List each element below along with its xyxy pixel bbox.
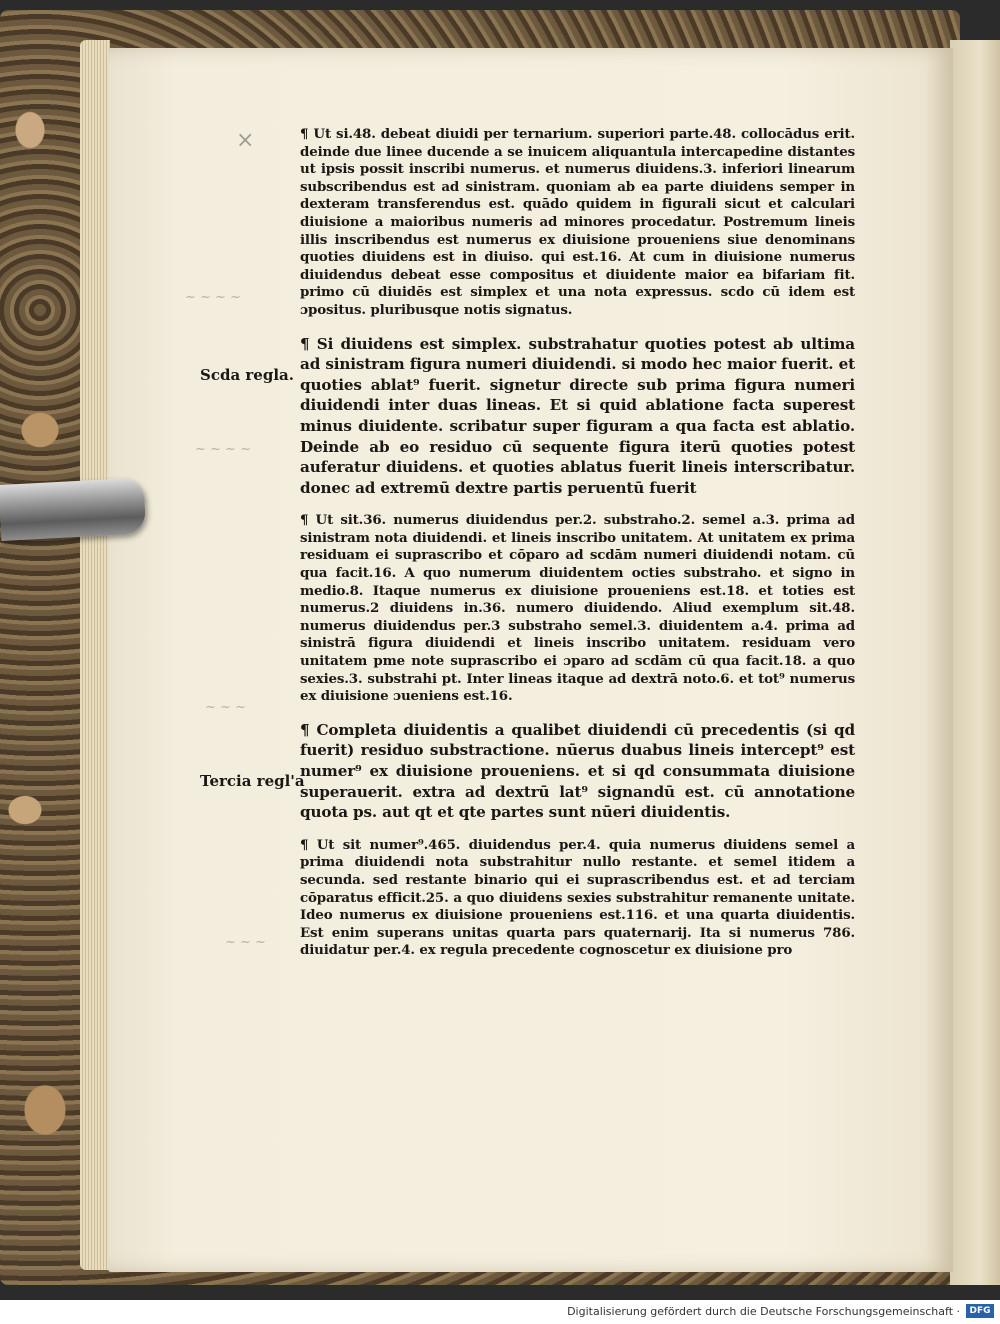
bleedthrough-text: ~ ~ ~ ~ xyxy=(195,442,251,457)
paragraph-example-36: ¶ Ut sit.36. numerus diuidendus per.2. substraho.2. semel a.3. prima ad sinistram nota diuidendi. et lineis inscribo unitatem. At unitatem ex prima residuam ei suprascribo et cōparo ad scdām numeri diuidendi notam. cū qua facit.16. A quo numerum diuidentem octies substraho. et signo in medio.8. Itaque numerus ex diuisione proueniens est.18. et toties est numerus.2 diuidens in.36. numero diuidendo. Aliud exemplum sit.48. numerus diuidendus per.3 substraho semel.3. diuidentem a.4. prima ad sinistrā figura diuidendi et lineis inscribo unitatem. residuam vero unitatem pme note suprascribo ei ɔparo ad scdām cū qua facit.18. a quo sexies.3. substrahi pt. Inter lineas itaque ad dextrā noto.6. et tot⁹ numerus ex diuisione ɔueniens est.16. xyxy=(300,512,855,705)
facing-page-edge xyxy=(950,40,1000,1285)
paragraph-example-48: ¶ Ut si.48. debeat diuidi per ternarium. superiori parte.48. collocādus erit. deinde due linee ducende a se inuicem aliquantula intercapedine distantes ut ipsis possit inscribi numerus. et numerus diuidens.3. inferiori linearum subscribendus est ad sinistram. quoniam ab ea parte diuidens semper in dexteram transferendus est. quādo quidem in figurali sicut et calculari diuisione a maioribus numeris ad minores procedatur. Postremum lineis illis inscribendus est numerus ex diuisione proueniens siue denominans quoties diuidens est in diuiso. qui est.16. At cum in diuisione numerus diuidendus debeat esse compositus et diuidente maior ea bifariam fit. primo cū diuidēs est simplex et una nota expressus. scdo cū idem est ɔpositus. pluribusque notis signatus. xyxy=(300,126,855,318)
bleedthrough-text: ~ ~ ~ xyxy=(225,935,266,950)
page-holder-strap xyxy=(0,477,146,541)
bleedthrough-text: ~ ~ ~ ~ xyxy=(185,290,241,305)
text-block xyxy=(300,126,855,974)
dfg-logo-icon: DFG xyxy=(966,1304,994,1318)
pencil-mark: × xyxy=(236,128,255,153)
paragraph-secunda-regula: ¶ Si diuidens est simplex. substrahatur quoties potest ab ultima ad sinistram figura numeri diuidendi. si modo hec maior fuerit. et quoties ablat⁹ fuerit. signetur directe sub prima figura numeri diuidendi inter duas lineas. Et si quid ablatione facta superest minus diuidente. scribatur super figuram a qua facta est ablatio. Deinde ab eo residuo cū sequente figura iterū quoties potest auferatur diuidens. et quoties ablatus fuerit lineis interscribatur. donec ad extremū dextre partis peruentū fuerit xyxy=(300,334,855,497)
paragraph-example-465: ¶ Ut sit numer⁹.465. diuidendus per.4. quia numerus diuidens semel a prima diuidendi nota substrahitur nullo restante. et semel itidem a secunda. sed restante binario qui ei suprascribendus est. et ad terciam cōparatus efficit.25. a quo diuidens sexies substrahitur remanente unitate. Ideo numerus ex diuisione proueniens est.116. et una quarta diuidentis. Est enim superans unitas quarta pars quaternarij. Ita si numerus 786. diuidatur per.4. ex regula precedente cognoscetur ex diuisione pro xyxy=(300,836,855,959)
footer-credit: Digitalisierung gefördert durch die Deutsche Forschungsgemeinschaft · xyxy=(567,1305,960,1318)
paragraph-tercia-regula: ¶ Completa diuidentis a qualibet diuidendi cū precedentis (si qd fuerit) residuo substractione. nūerus duabus lineis intercept⁹ est numer⁹ ex diuisione proueniens. et si qd consummata diuisione superauerit. extra ad dextrū lat⁹ signandū est. cū annotatione quota ps. aut qt et qte partes sunt nūeri diuidentis. xyxy=(300,720,855,822)
bleedthrough-text: ~ ~ ~ xyxy=(205,700,246,715)
margin-note-secunda: Scda regla. xyxy=(200,366,294,384)
page-block-edges xyxy=(80,40,110,1270)
margin-note-tercia: Tercia regl'a xyxy=(200,772,305,790)
footer-bar xyxy=(0,1300,1000,1324)
